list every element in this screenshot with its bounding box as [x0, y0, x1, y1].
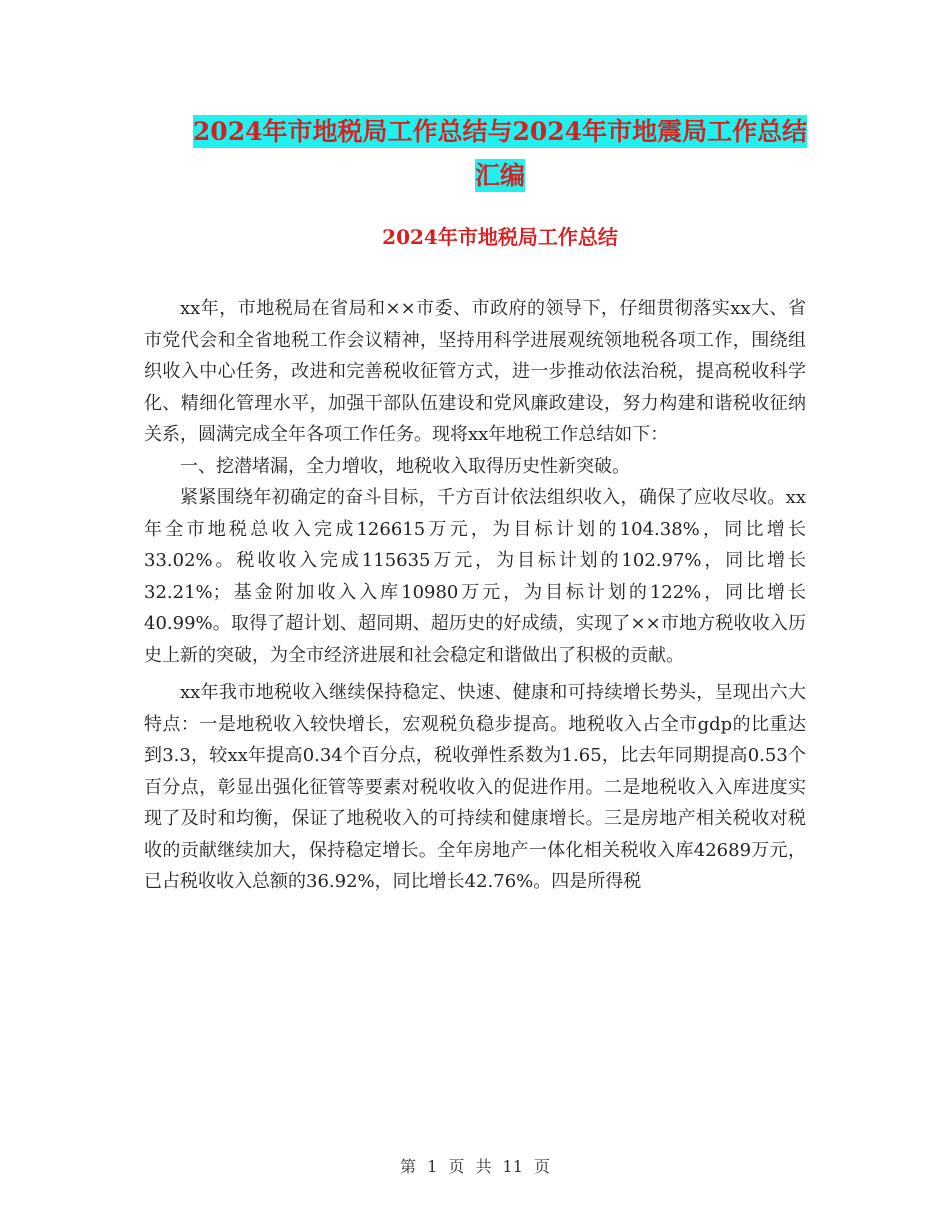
- body-text: [144, 293, 806, 898]
- section-title: 2024年市地税局工作总结: [382, 225, 618, 249]
- paragraph-revenue: 紧紧围绕年初确定的奋斗目标，千方百计依法组织收入，确保了应收尽收。xx年全市地税总收入完成126615万元，为目标计划的104.38%，同比增长33.02%。税收收入完成115635万元，为目标计划的102.97%，同比增长32.21%；基金附加收入入库10980万元，为目标计划的122%，同比增长40.99%。取得了超计划、超同期、超历史的好成绩，实现了××市地方税收收入历史上新的突破，为全市经济进展和社会稳定和谐做出了积极的贡献。: [144, 487, 806, 666]
- paragraph-heading-one: 一、挖潜堵漏，全力增收，地税收入取得历史性新突破。: [180, 455, 630, 477]
- paragraph-features: xx年我市地税收入继续保持稳定、快速、健康和可持续增长势头，呈现出六大特点：一是地税收入较快增长，宏观税负稳步提高。地税收入占全市gdp的比重达到3.3，较xx年提高0.34个百分点，税收弹性系数为1.65，比去年同期提高0.53个百分点，彰显出强化征管等要素对税收收入的促进作用。二是地税收入入库进度实现了及时和均衡，保证了地税收入的可持续和健康增长。三是房地产相关税收对税收的贡献继续加大，保持稳定增长。全年房地产一体化相关税收入库42689万元，已占税收收入总额的36.92%，同比增长42.76%。四是所得税: [144, 682, 806, 892]
- paragraph-intro: xx年，市地税局在省局和××市委、市政府的领导下，仔细贯彻落实xx大、省市党代会和全省地税工作会议精神，坚持用科学进展观统领地税各项工作，围绕组织收入中心任务，改进和完善税收征管方式，进一步推动依法治税，提高税收科学化、精细化管理水平，加强干部队伍建设和党风廉政建设，努力构建和谐税收征纳关系，圆满完成全年各项工作任务。现将xx年地税工作总结如下：: [144, 298, 806, 445]
- document-title-line2: 汇编: [474, 161, 525, 190]
- document-title-line1: 2024年市地税局工作总结与2024年市地震局工作总结: [192, 117, 808, 146]
- document-title: [140, 110, 860, 198]
- page-footer: 第 1 页 共 11 页: [400, 1157, 550, 1176]
